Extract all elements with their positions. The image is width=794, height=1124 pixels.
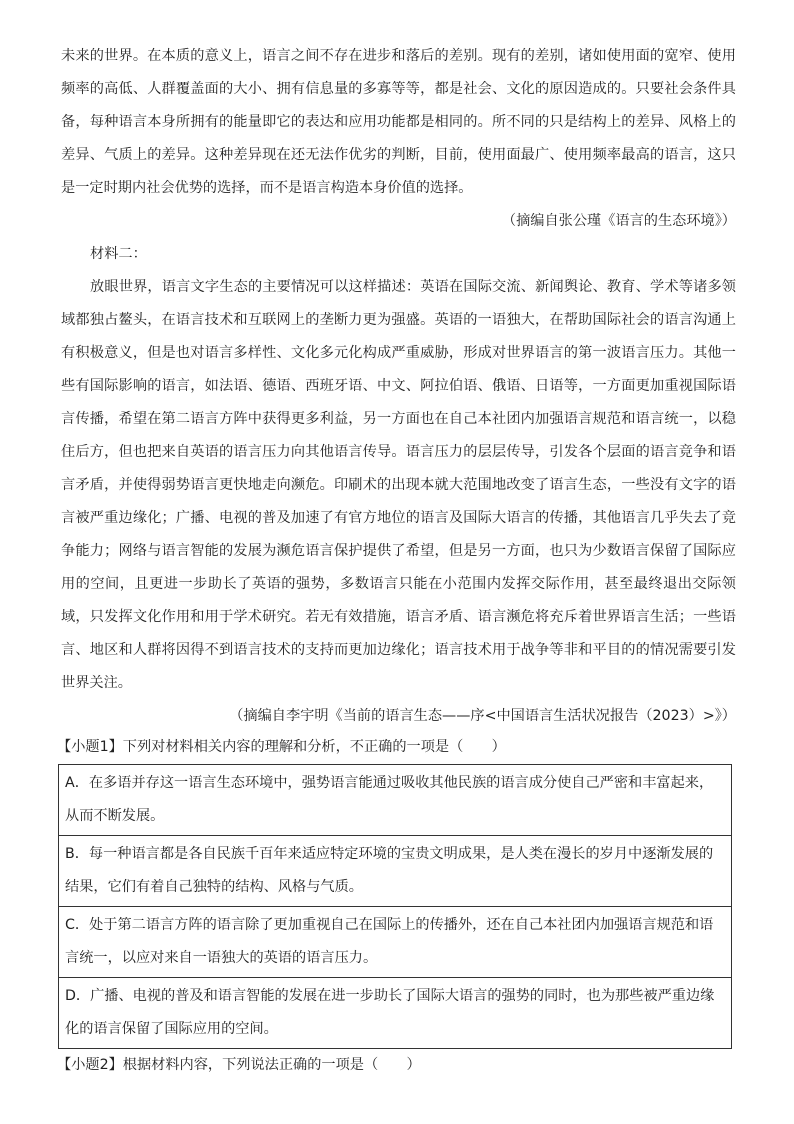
source-citation-2: （摘编自李宇明《当前的语言生态——序<中国语言生活状况报告（2023）>》） bbox=[229, 708, 736, 724]
document-page bbox=[57, 40, 736, 1080]
passage1-tail: 未来的世界。在本质的意义上，语言之间不存在进步和落后的差别。现有的差别，诸如使用面的宽窄、使用频率的高低、人群覆盖面的大小、拥有信息量的多寡等等，都是社会、文化的原因造成的。只要社会条件具备，每种语言本身所拥有的能量即它的表达和应用功能都是相同的。所不同的只是结构上的差异、风格上的差异、气质上的差异。这种差异现在还无法作优劣的判断，目前，使用面最广、使用频率最高的语言，这只是一定时期内社会优势的选择，而不是语言构造本身价值的选择。 bbox=[61, 48, 736, 196]
option-c[interactable]: C．处于第二语言方阵的语言除了更加重视自己在国际上的传播外，还在自己本社团内加强语言规范和语言统一，以应对来自一语独大的英语的语言压力。 bbox=[59, 907, 731, 978]
question2-prompt: 【小题2】根据材料内容，下列说法正确的一项是（ ） bbox=[57, 1057, 421, 1073]
source-citation-1: （摘编自张公瑾《语言的生态环境》） bbox=[501, 213, 736, 229]
question1-prompt: 【小题1】下列对材料相关内容的理解和分析，不正确的一项是（ ） bbox=[57, 739, 506, 755]
option-d[interactable]: D．广播、电视的普及和语言智能的发展在进一步助长了国际大语言的强势的同时，也为那些被严重边缘化的语言保留了国际应用的空间。 bbox=[65, 988, 715, 1037]
material2-heading: 材料二： bbox=[90, 246, 147, 262]
question1-options bbox=[58, 764, 732, 1049]
option-b[interactable]: B．每一种语言都是各自民族千百年来适应特定环境的宝贵文明成果，是人类在漫长的岁月中逐渐发展的结果，它们有着自己独特的结构、风格与气质。 bbox=[59, 836, 731, 907]
passage2-text: 放眼世界，语言文字生态的主要情况可以这样描述：英语在国际交流、新闻舆论、教育、学术等诸多领域都独占鳌头，在语言技术和互联网上的垄断力更为强盛。英语的一语独大，在帮助国际社会的语言沟通上有积极意义，但是也对语言多样性、文化多元化构成严重威胁，形成对世界语言的第一波语言压力。其他一些有国际影响的语言，如法语、德语、西班牙语、中文、阿拉伯语、俄语、日语等，一方面更加重视国际语言传播，希望在第二语言方阵中获得更多利益，另一方面也在自己本社团内加强语言规范和语言统一，以稳住后方，但也把来自英语的语言压力向其他语言传导。语言压力的层层传导，引发各个层面的语言竞争和语言矛盾，并使得弱势语言更快地走向濒危。印刷术的出现本就大范围地改变了语言生态，一些没有文字的语言被严重边缘化；广播、电视的普及加速了有官方地位的语言及国际大语言的传播，其他语言几乎失去了竞争能力；网络与语言智能的发展为濒危语言保护提供了希望，但是另一方面，也只为少数语言保留了国际应用的空间，且更进一步助长了英语的强势，多数语言只能在小范围内发挥交际作用，甚至最终退出交际领域，只发挥文化作用和用于学术研究。若无有效措施，语言矛盾、语言濒危将充斥着世界语言生活；一些语言、地区和人群将因得不到语言技术的支持而更加边缘化；语言技术用于战争等非和平目的的情况需要引发世界关注。 bbox=[61, 279, 736, 691]
option-a[interactable]: A．在多语并存这一语言生态环境中，强势语言能通过吸收其他民族的语言成分使自己严密和丰富起来，从而不断发展。 bbox=[59, 765, 731, 836]
